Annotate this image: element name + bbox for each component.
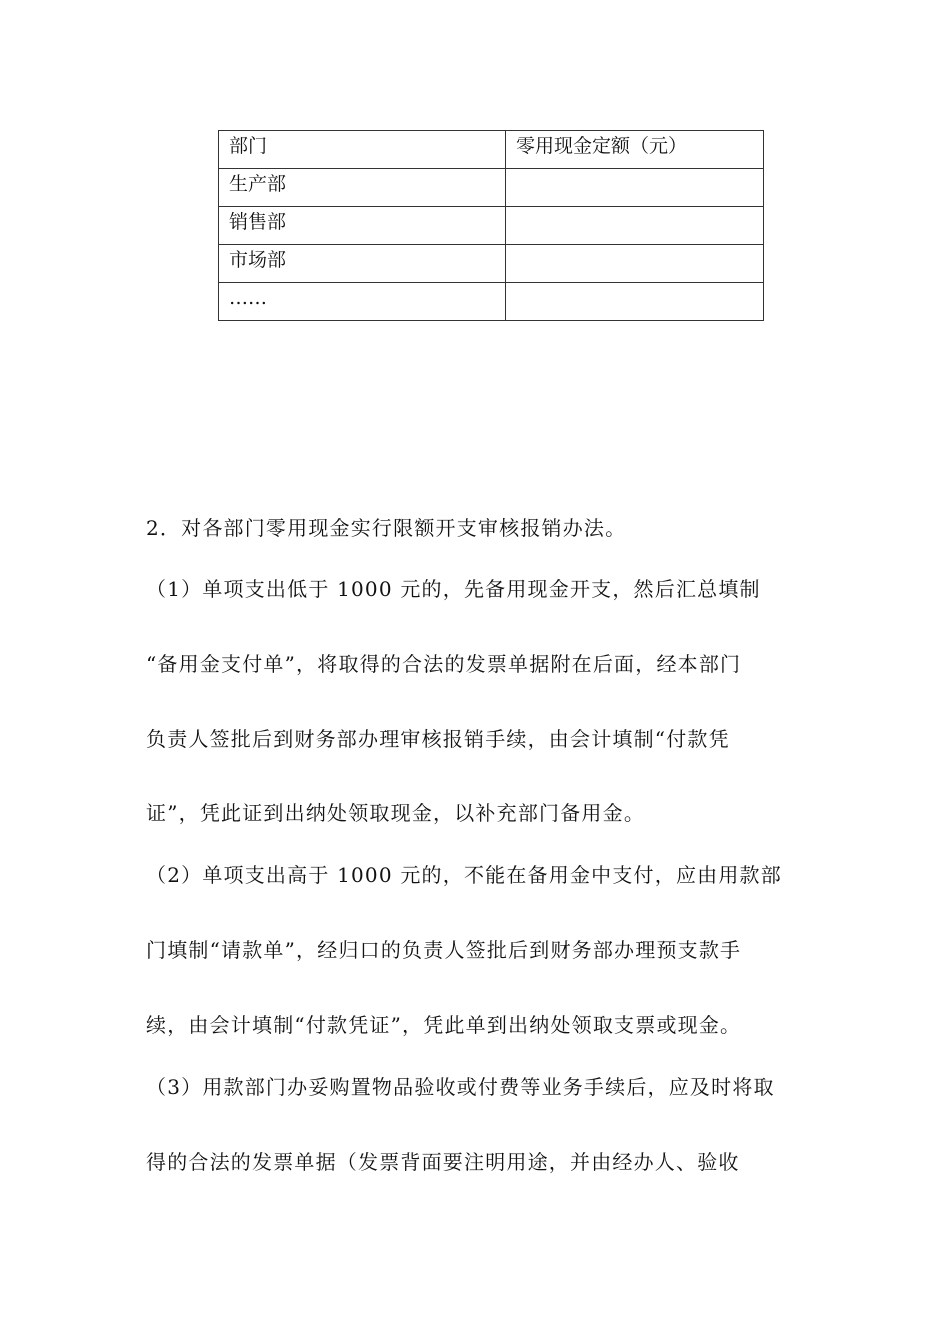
body-text-line: 负责人签批后到财务部办理审核报销手续，由会计填制“付款凭 <box>146 727 730 751</box>
table-row <box>219 245 764 283</box>
body-text-line: 门填制“请款单”，经归口的负责人签批后到财务部办理预支款手 <box>146 938 742 962</box>
petty-cash-quota-table <box>218 130 764 321</box>
quota-cell <box>506 245 764 283</box>
department-cell: 销售部 <box>219 207 506 245</box>
quota-cell <box>506 283 764 321</box>
quota-cell <box>506 207 764 245</box>
body-text-line: 续，由会计填制“付款凭证”，凭此单到出纳处领取支票或现金。 <box>146 1013 742 1037</box>
header-cell-department: 部门 <box>219 131 506 169</box>
table-row <box>219 169 764 207</box>
body-text-line: （3）用款部门办妥购置物品验收或付费等业务手续后，应及时将取 <box>146 1075 775 1099</box>
table-header-row <box>219 131 764 169</box>
body-text-line: （2）单项支出高于 1000 元的，不能在备用金中支付，应由用款部 <box>146 863 782 887</box>
body-text-line: （1）单项支出低于 1000 元的，先备用现金开支，然后汇总填制 <box>146 577 761 601</box>
department-cell: 生产部 <box>219 169 506 207</box>
table-row <box>219 207 764 245</box>
quota-cell <box>506 169 764 207</box>
body-text-line: “备用金支付单”，将取得的合法的发票单据附在后面，经本部门 <box>146 652 742 676</box>
department-cell: …… <box>219 283 506 321</box>
section-heading-line: 2．对各部门零用现金实行限额开支审核报销办法。 <box>146 516 627 540</box>
body-text-line: 得的合法的发票单据（发票背面要注明用途，并由经办人、验收 <box>146 1150 740 1174</box>
body-text-line: 证”，凭此证到出纳处领取现金，以补充部门备用金。 <box>146 801 646 825</box>
header-cell-quota: 零用现金定额（元） <box>506 131 764 169</box>
table-row <box>219 283 764 321</box>
department-cell: 市场部 <box>219 245 506 283</box>
